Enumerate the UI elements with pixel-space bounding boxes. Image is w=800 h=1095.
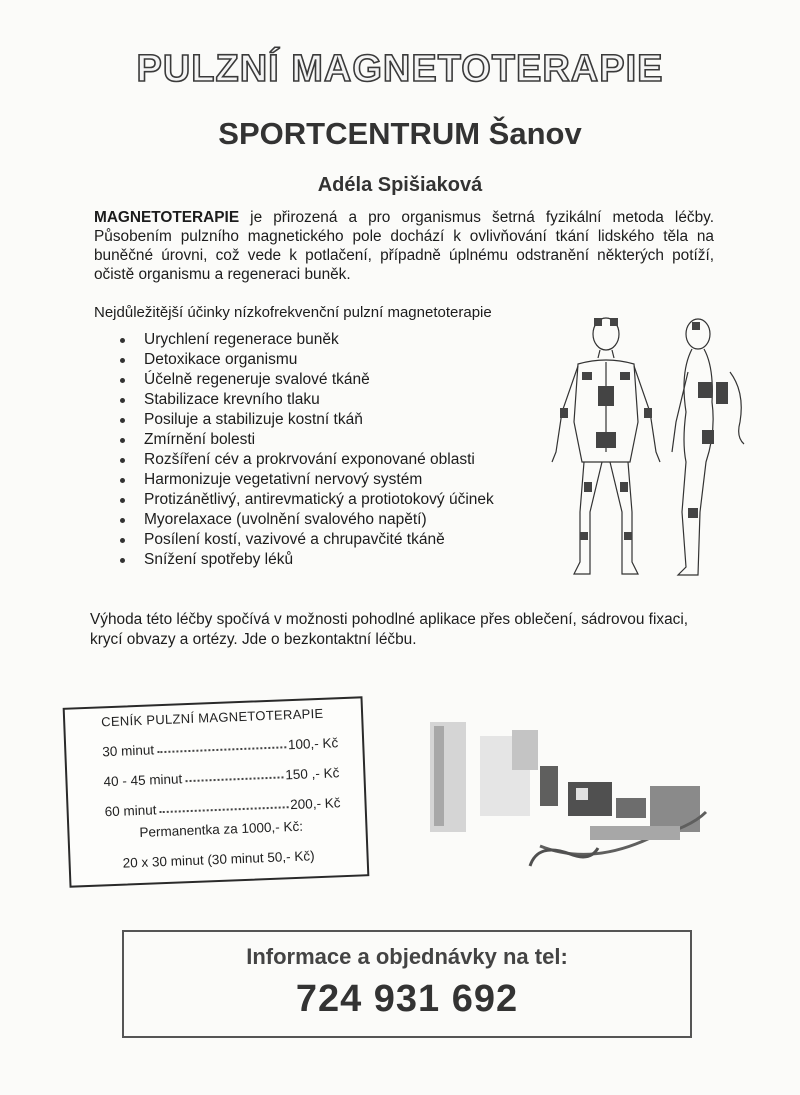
list-item: Stabilizace krevního tlaku [116,390,536,410]
list-item: Harmonizuje vegetativní nervový systém [116,470,536,490]
dotted-leader [159,797,288,813]
list-item: Detoxikace organismu [116,350,536,370]
permanent-pass-detail: 20 x 30 minut (30 minut 50,- Kč) [122,848,315,871]
list-item: Účelně regeneruje svalové tkáně [116,370,536,390]
list-item: Urychlení regenerace buněk [116,330,536,350]
list-item: Rozšíření cév a prokrvování exponované oblasti [116,450,536,470]
price-row-label: 30 minut [102,742,155,760]
effects-heading: Nejdůležitější účinky nízkofrekvenční pulzní magnetoterapie [94,304,492,321]
price-list-box [63,696,370,887]
price-row-value: 150 ,- Kč [285,765,340,783]
contact-box [122,930,692,1038]
list-item: Protizánětlivý, antirevmatický a protiotokový účinek [116,490,534,510]
price-row-label: 60 minut [104,802,157,820]
page-title: PULZNÍ MAGNETOTERAPIE [136,48,664,90]
list-item: Posiluje a stabilizuje kostní tkáň [116,410,536,430]
list-item: Myorelaxace (uvolnění svalového napětí) [116,510,536,530]
body-diagram-image [540,312,775,582]
price-row-value: 200,- Kč [289,795,341,813]
device-photo-image [420,716,720,896]
price-row [104,795,340,819]
price-list-header: CENÍK PULZNÍ MAGNETOTERAPIE [100,705,324,730]
dotted-leader [157,737,286,753]
dotted-leader [185,767,284,782]
permanent-pass-offer: Permanentka za 1000,- Kč: [139,818,304,840]
price-row [102,735,338,759]
list-item: Posílení kostí, vazivové a chrupavčité tkáně [116,530,536,550]
intro-text: je přirozená a pro organismus šetrná fyzikální metoda léčby. Působením pulzního magnetického pole dochází k ovlivňování tkání lidského těla na buněčné úrovni, což vede k potlačení, případně úplnému odstranění některých potíží, očistě organismu a regeneraci buněk. [94,209,714,283]
center-name: SPORTCENTRUM Šanov [218,116,582,151]
intro-lead-word: MAGNETOTERAPIE [94,209,240,226]
list-item: Snížení spotřeby léků [116,550,536,570]
price-row-value: 100,- Kč [287,735,339,753]
author-name: Adéla Spišiaková [317,174,483,196]
contact-info-label: Informace a objednávky na tel: [246,944,568,969]
intro-paragraph [94,208,714,284]
price-row [103,765,339,789]
phone-number: 724 931 692 [295,978,519,1020]
outro-paragraph: Výhoda této léčby spočívá v možnosti pohodlné aplikace přes oblečení, sádrovou fixaci, krycí obvazy a ortézy. Jde o bezkontaktní léčbu. [90,611,689,648]
list-item: Zmírnění bolesti [116,430,536,450]
effects-list [116,330,536,570]
price-row-label: 40 - 45 minut [103,771,183,790]
